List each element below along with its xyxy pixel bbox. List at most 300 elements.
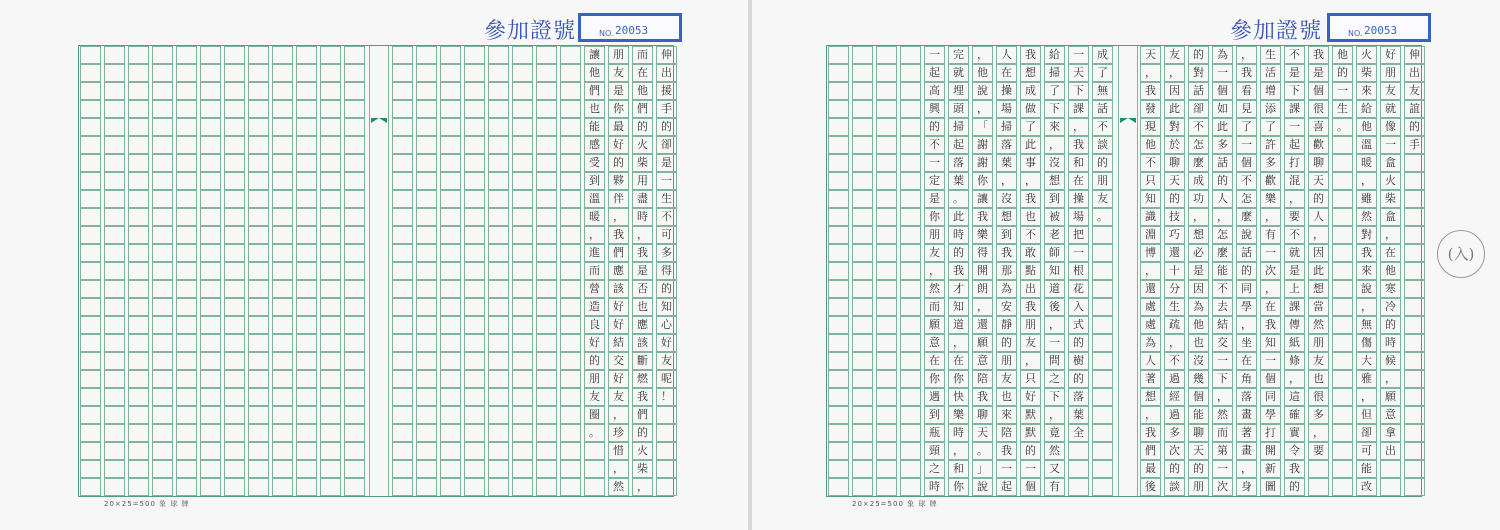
grid-cell — [344, 370, 365, 388]
handwritten-char: 為 — [1193, 300, 1204, 313]
handwritten-char: 聊 — [1169, 156, 1180, 169]
handwritten-char: 然 — [1313, 318, 1324, 331]
handwritten-char: 因 — [1313, 246, 1324, 259]
grid-column — [80, 46, 101, 496]
handwritten-char: 多 — [1265, 156, 1276, 169]
grid-cell — [200, 370, 221, 388]
handwritten-char: 得 — [977, 246, 988, 259]
grid-cell — [152, 172, 173, 190]
handwritten-char: 他 — [589, 66, 600, 79]
handwritten-char: 惜 — [613, 444, 624, 457]
grid-cell — [828, 172, 849, 190]
grid-cell — [512, 262, 533, 280]
grid-cell — [876, 100, 897, 118]
grid-cell — [416, 46, 437, 64]
handwritten-char: 不 — [929, 138, 940, 151]
handwritten-char: 是 — [1289, 264, 1300, 277]
grid-cell — [128, 208, 149, 226]
handwritten-char: 受 — [589, 156, 600, 169]
grid-cell — [900, 280, 921, 298]
grid-cell — [176, 262, 197, 280]
grid-cell — [224, 262, 245, 280]
handwritten-char: 來 — [1049, 120, 1060, 133]
grid-cell — [344, 208, 365, 226]
handwritten-char: 條 — [1289, 354, 1300, 367]
grid-cell — [344, 406, 365, 424]
handwritten-char: ， — [1073, 120, 1084, 133]
grid-cell — [128, 154, 149, 172]
handwritten-char: 不 — [1097, 120, 1108, 133]
grid-cell — [128, 298, 149, 316]
grid-cell — [296, 388, 317, 406]
handwritten-char: 聊 — [1313, 156, 1324, 169]
handwritten-char: 知 — [661, 300, 672, 313]
grid-column — [200, 46, 221, 496]
handwritten-char: 開 — [1265, 444, 1276, 457]
handwritten-char: 的 — [1001, 336, 1012, 349]
grid-cell — [80, 442, 101, 460]
grid-cell — [416, 118, 437, 136]
grid-cell — [272, 316, 293, 334]
grid-cell — [80, 172, 101, 190]
handwritten-char: 能 — [1217, 264, 1228, 277]
handwritten-char: 說 — [977, 84, 988, 97]
handwritten-char: 想 — [1025, 66, 1036, 79]
grid-cell — [560, 190, 581, 208]
grid-cell — [248, 64, 269, 82]
grid-cell — [272, 46, 293, 64]
handwritten-char: 落 — [1001, 138, 1012, 151]
handwritten-char: 朋 — [1097, 174, 1108, 187]
grid-cell — [176, 316, 197, 334]
grid-cell — [440, 370, 461, 388]
grid-cell — [488, 244, 509, 262]
grid-cell — [128, 262, 149, 280]
handwritten-char: 一 — [929, 48, 940, 61]
grid-cell — [392, 244, 413, 262]
grid-cell — [560, 82, 581, 100]
grid-cell — [900, 46, 921, 64]
grid-cell — [200, 406, 221, 424]
handwritten-char: 在 — [1073, 174, 1084, 187]
grid-cell — [320, 154, 341, 172]
grid-cell — [560, 298, 581, 316]
handwritten-char: 而 — [1217, 426, 1228, 439]
grid-cell — [416, 280, 437, 298]
handwritten-char: 造 — [589, 300, 600, 313]
grid-cell — [392, 460, 413, 478]
handwritten-char: 疏 — [1169, 318, 1180, 331]
grid-cell — [296, 118, 317, 136]
grid-cell — [876, 280, 897, 298]
handwritten-char: 樂 — [953, 408, 964, 421]
handwritten-char: 靜 — [1001, 318, 1012, 331]
handwritten-char: 我 — [1001, 444, 1012, 457]
grid-cell — [488, 478, 509, 496]
grid-cell — [104, 388, 125, 406]
grid-cell — [392, 172, 413, 190]
handwritten-char: 友 — [661, 354, 672, 367]
grid-cell — [224, 118, 245, 136]
handwritten-char: 對 — [1169, 120, 1180, 133]
grid-cell — [224, 478, 245, 496]
handwritten-char: 一 — [1073, 246, 1084, 259]
handwritten-char: 識 — [1145, 210, 1156, 223]
grid-cell — [560, 262, 581, 280]
handwritten-char: 為 — [1217, 48, 1228, 61]
handwritten-char: 樂 — [977, 228, 988, 241]
handwritten-char: 想 — [1193, 228, 1204, 241]
manuscript-text-column — [1092, 46, 1113, 496]
handwritten-char: 課 — [1289, 300, 1300, 313]
handwritten-char: 開 — [977, 264, 988, 277]
grid-cell — [248, 388, 269, 406]
grid-cell — [200, 262, 221, 280]
handwritten-char: 「 — [977, 120, 988, 133]
handwritten-char: 們 — [589, 84, 600, 97]
grid-cell — [176, 226, 197, 244]
handwritten-char: 不 — [1289, 48, 1300, 61]
handwritten-char: 能 — [1193, 408, 1204, 421]
handwritten-char: 好 — [1385, 48, 1396, 61]
grid-cell — [296, 208, 317, 226]
handwritten-char: 一 — [1217, 66, 1228, 79]
grid-cell — [128, 316, 149, 334]
grid-cell — [440, 280, 461, 298]
manuscript-text-column — [1068, 46, 1089, 496]
handwritten-char: 的 — [661, 120, 672, 133]
grid-cell — [488, 406, 509, 424]
grid-cell — [248, 478, 269, 496]
grid-cell — [80, 154, 101, 172]
grid-cell — [80, 136, 101, 154]
handwritten-char: 暖 — [589, 210, 600, 223]
handwritten-char: 讓 — [977, 192, 988, 205]
grid-cell — [128, 388, 149, 406]
handwritten-char: 友 — [1385, 84, 1396, 97]
grid-cell — [128, 424, 149, 442]
handwritten-char: 們 — [1145, 444, 1156, 457]
grid-cell — [248, 226, 269, 244]
grid-cell — [248, 316, 269, 334]
center-fold-strip — [369, 46, 389, 496]
grid-cell — [344, 244, 365, 262]
grid-cell — [488, 136, 509, 154]
id-number-box — [1327, 13, 1431, 42]
grid-cell — [536, 100, 557, 118]
grid-cell — [464, 226, 485, 244]
grid-cell — [128, 118, 149, 136]
grid-cell — [828, 226, 849, 244]
grid-cell — [488, 190, 509, 208]
handwritten-char: 朋 — [1385, 66, 1396, 79]
grid-cell — [200, 334, 221, 352]
handwritten-char: 聊 — [977, 408, 988, 421]
grid-cell — [852, 172, 873, 190]
grid-cell — [344, 388, 365, 406]
grid-cell — [488, 226, 509, 244]
handwritten-char: 然 — [613, 480, 624, 493]
grid-cell — [852, 208, 873, 226]
handwritten-char: 於 — [1169, 138, 1180, 151]
handwritten-char: 柴 — [637, 462, 648, 475]
grid-cell — [560, 370, 581, 388]
handwritten-char: 雅 — [1361, 372, 1372, 385]
grid-cell — [440, 298, 461, 316]
handwritten-char: 多 — [1217, 138, 1228, 151]
grid-cell — [152, 226, 173, 244]
grid-cell — [512, 190, 533, 208]
grid-cell — [440, 100, 461, 118]
handwritten-char: 時 — [1385, 336, 1396, 349]
handwritten-char: 還 — [977, 318, 988, 331]
handwritten-char: 的 — [1169, 192, 1180, 205]
handwritten-char: 的 — [1289, 480, 1300, 493]
handwritten-char: 你 — [613, 102, 624, 115]
handwritten-char: 手 — [661, 102, 672, 115]
manuscript-text-column — [1332, 46, 1353, 496]
handwritten-char: 讓 — [589, 48, 600, 61]
grid-cell — [296, 262, 317, 280]
handwritten-char: 在 — [929, 354, 940, 367]
handwritten-char: 候 — [1385, 354, 1396, 367]
id-number-box — [578, 13, 682, 42]
handwritten-char: 和 — [1073, 156, 1084, 169]
grid-cell — [416, 370, 437, 388]
handwritten-char: 冷 — [1385, 300, 1396, 313]
grid-cell — [80, 460, 101, 478]
grid-cell — [176, 190, 197, 208]
handwritten-char: 好 — [613, 138, 624, 151]
handwritten-char: 人 — [1001, 48, 1012, 61]
grid-cell — [272, 100, 293, 118]
grid-cell — [536, 442, 557, 460]
handwritten-char: 因 — [1193, 282, 1204, 295]
grid-cell — [440, 226, 461, 244]
grid-column — [416, 46, 437, 496]
handwritten-char: 珍 — [613, 426, 624, 439]
handwritten-char: 不 — [1193, 120, 1204, 133]
grid-cell — [248, 154, 269, 172]
handwritten-char: 成 — [1097, 48, 1108, 61]
handwritten-char: 時 — [637, 210, 648, 223]
grid-cell — [852, 244, 873, 262]
grid-cell — [828, 424, 849, 442]
grid-cell — [512, 424, 533, 442]
grid-cell — [80, 118, 101, 136]
handwritten-char: 不 — [1145, 156, 1156, 169]
grid-cell — [104, 406, 125, 424]
handwritten-char: 傳 — [1289, 318, 1300, 331]
handwritten-char: 你 — [929, 372, 940, 385]
handwritten-char: 事 — [1025, 156, 1036, 169]
handwritten-char: 成 — [1025, 84, 1036, 97]
handwritten-char: 朋 — [929, 228, 940, 241]
handwritten-char: 一 — [1385, 138, 1396, 151]
grid-cell — [488, 208, 509, 226]
grid-cell — [852, 370, 873, 388]
grid-cell — [296, 406, 317, 424]
grid-cell — [876, 226, 897, 244]
handwritten-char: 不 — [1025, 228, 1036, 241]
grid-cell — [852, 352, 873, 370]
handwritten-char: 夥 — [613, 174, 624, 187]
grid-cell — [900, 100, 921, 118]
grid-cell — [224, 424, 245, 442]
handwritten-char: 友 — [929, 246, 940, 259]
grid-cell — [320, 190, 341, 208]
handwritten-char: 意 — [977, 354, 988, 367]
handwritten-char: 溫 — [1361, 138, 1372, 151]
handwritten-char: 意 — [929, 336, 940, 349]
grid-cell — [464, 280, 485, 298]
handwritten-char: 該 — [637, 336, 648, 349]
handwritten-char: 不 — [661, 210, 672, 223]
grid-cell — [80, 424, 101, 442]
handwritten-char: 得 — [661, 264, 672, 277]
grid-cell — [272, 64, 293, 82]
handwritten-char: 幾 — [1193, 372, 1204, 385]
handwritten-char: 能 — [1361, 462, 1372, 475]
handwritten-char: 無 — [1361, 318, 1372, 331]
grid-cell — [104, 190, 125, 208]
grid-cell — [440, 46, 461, 64]
grid-cell — [344, 280, 365, 298]
grid-cell — [440, 334, 461, 352]
manuscript-text-column — [1164, 46, 1185, 496]
handwritten-char: 成 — [1193, 174, 1204, 187]
handwritten-char: 一 — [1265, 354, 1276, 367]
grid-cell — [320, 478, 341, 496]
grid-cell — [320, 100, 341, 118]
grid-cell — [876, 316, 897, 334]
grid-cell — [440, 424, 461, 442]
grid-cell — [104, 154, 125, 172]
grid-cell — [176, 298, 197, 316]
grid-cell — [296, 424, 317, 442]
handwritten-char: 想 — [1145, 390, 1156, 403]
bookmark-icon — [371, 118, 387, 123]
grid-cell — [320, 46, 341, 64]
handwritten-char: ， — [1265, 210, 1276, 223]
grid-cell — [828, 262, 849, 280]
handwritten-char: 一 — [1025, 462, 1036, 475]
grid-cell — [80, 262, 101, 280]
grid-cell — [176, 352, 197, 370]
grid-cell — [828, 118, 849, 136]
handwritten-char: 友 — [1409, 84, 1420, 97]
handwritten-char: 在 — [953, 354, 964, 367]
grid-cell — [828, 82, 849, 100]
handwritten-char: 把 — [1073, 228, 1084, 241]
grid-cell — [464, 262, 485, 280]
grid-cell — [828, 208, 849, 226]
handwritten-char: 營 — [589, 282, 600, 295]
handwritten-char: 朋 — [589, 372, 600, 385]
handwritten-char: 才 — [953, 282, 964, 295]
grid-cell — [392, 226, 413, 244]
grid-cell — [560, 226, 581, 244]
grid-cell — [104, 478, 125, 496]
handwritten-char: 學 — [1265, 408, 1276, 421]
handwritten-char: 友 — [1025, 336, 1036, 349]
handwritten-char: ， — [1025, 174, 1036, 187]
grid-cell — [272, 226, 293, 244]
handwritten-char: 發 — [1145, 102, 1156, 115]
grid-cell — [248, 100, 269, 118]
grid-cell — [296, 334, 317, 352]
handwritten-char: ， — [1025, 354, 1036, 367]
grid-column — [876, 46, 897, 496]
handwritten-char: 又 — [1049, 462, 1060, 475]
grid-cell — [900, 424, 921, 442]
handwritten-char: 你 — [953, 372, 964, 385]
handwritten-char: 的 — [953, 246, 964, 259]
handwritten-char: 結 — [613, 336, 624, 349]
handwritten-char: 此 — [1217, 120, 1228, 133]
handwritten-char: 還 — [1169, 246, 1180, 259]
grid-cell — [464, 370, 485, 388]
handwritten-char: 火 — [637, 444, 648, 457]
grid-cell — [440, 406, 461, 424]
grid-cell — [272, 478, 293, 496]
grid-cell — [152, 244, 173, 262]
grid-cell — [200, 388, 221, 406]
grid-cell — [464, 442, 485, 460]
handwritten-char: 的 — [637, 426, 648, 439]
handwritten-char: 生 — [1169, 300, 1180, 313]
grid-cell — [440, 208, 461, 226]
grid-cell — [104, 460, 125, 478]
grid-cell — [440, 172, 461, 190]
manuscript-text-column — [1380, 46, 1401, 496]
grid-cell — [224, 64, 245, 82]
handwritten-char: 說 — [1241, 228, 1252, 241]
grid-cell — [80, 226, 101, 244]
handwritten-char: 。 — [589, 426, 600, 439]
grid-cell — [512, 226, 533, 244]
grid-cell — [900, 244, 921, 262]
handwritten-char: 高 — [929, 84, 940, 97]
handwritten-char: 話 — [1193, 84, 1204, 97]
handwritten-char: ， — [1217, 390, 1228, 403]
handwritten-char: ， — [1241, 462, 1252, 475]
grid-cell — [152, 352, 173, 370]
handwritten-char: 落 — [1073, 390, 1084, 403]
grid-cell — [560, 352, 581, 370]
grid-cell — [392, 298, 413, 316]
grid-cell — [344, 334, 365, 352]
handwritten-char: 我 — [1265, 318, 1276, 331]
grid-cell — [900, 334, 921, 352]
handwritten-char: ， — [1049, 408, 1060, 421]
grid-cell — [876, 388, 897, 406]
grid-cell — [344, 442, 365, 460]
grid-cell — [104, 172, 125, 190]
grid-cell — [900, 316, 921, 334]
handwritten-char: 願 — [977, 336, 988, 349]
grid-cell — [488, 64, 509, 82]
handwritten-char: 天 — [977, 426, 988, 439]
grid-cell — [876, 262, 897, 280]
grid-cell — [248, 208, 269, 226]
grid-cell — [104, 298, 125, 316]
grid-cell — [828, 136, 849, 154]
handwritten-char: 我 — [953, 264, 964, 277]
grid-cell — [512, 46, 533, 64]
grid-cell — [320, 64, 341, 82]
handwritten-char: 願 — [1385, 390, 1396, 403]
